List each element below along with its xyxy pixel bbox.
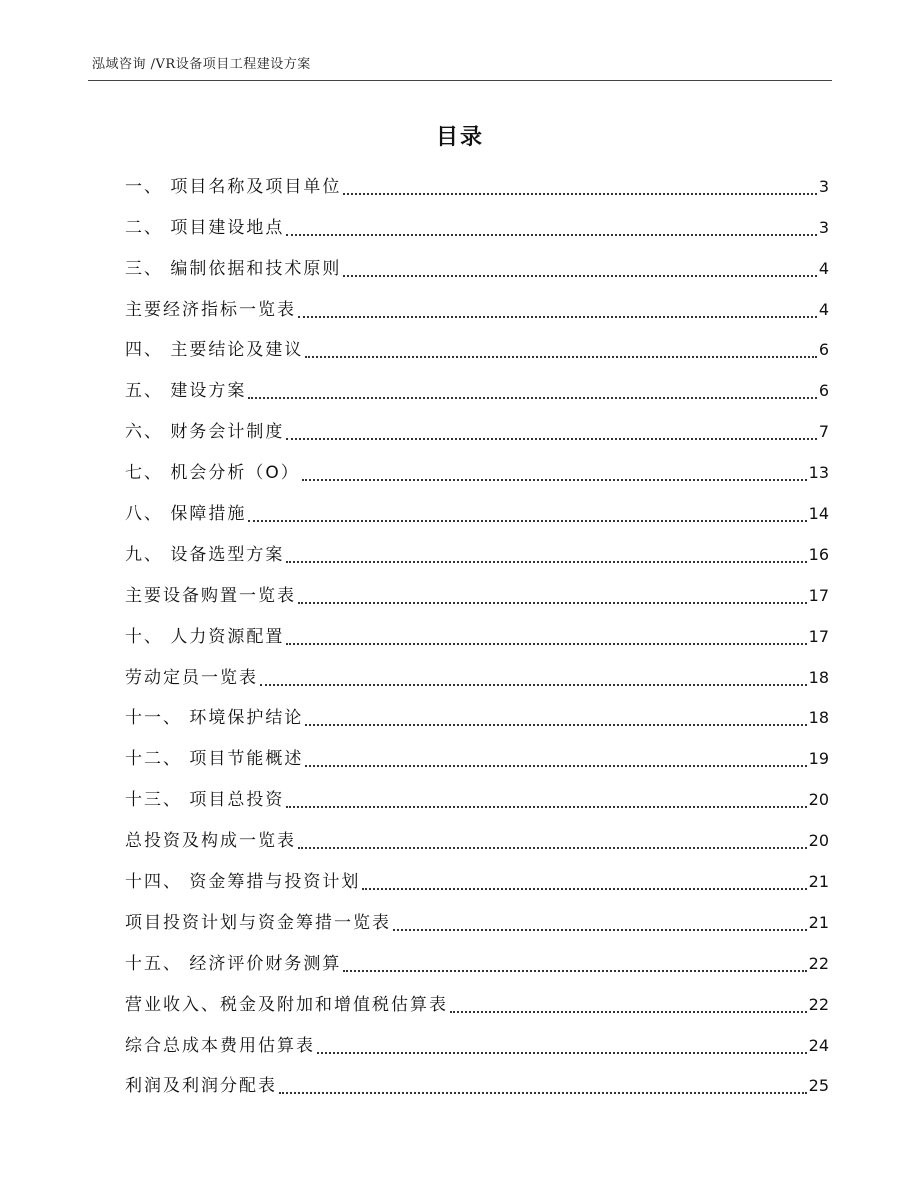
toc-leader-dots bbox=[286, 438, 816, 440]
toc-leader-dots bbox=[298, 316, 817, 318]
toc-entry-page: 3 bbox=[818, 217, 829, 237]
toc-leader-dots bbox=[317, 1052, 807, 1054]
toc-entry-page: 17 bbox=[808, 626, 829, 646]
toc-entry-label: 四、 主要结论及建议 bbox=[125, 340, 304, 361]
toc-leader-dots bbox=[286, 234, 816, 236]
toc-entry[interactable] bbox=[125, 493, 829, 534]
toc-entry-label: 十三、 项目总投资 bbox=[125, 790, 285, 811]
toc-leader-dots bbox=[362, 888, 806, 890]
toc-leader-dots bbox=[305, 765, 806, 767]
toc-entry-page: 17 bbox=[808, 585, 829, 605]
toc-entry-page: 4 bbox=[818, 299, 829, 319]
toc-entry-page: 18 bbox=[808, 708, 829, 728]
toc-entry-label: 十一、 环境保护结论 bbox=[125, 708, 304, 729]
toc-entry[interactable] bbox=[125, 452, 829, 493]
toc-entry[interactable] bbox=[125, 861, 829, 902]
toc-entry-page: 22 bbox=[808, 994, 829, 1014]
toc-entry-label: 十、 人力资源配置 bbox=[125, 626, 285, 647]
table-of-contents bbox=[125, 166, 829, 1106]
toc-entry[interactable] bbox=[125, 698, 829, 739]
toc-entry-page: 20 bbox=[808, 831, 829, 851]
toc-leader-dots bbox=[260, 684, 807, 686]
toc-entry-page: 16 bbox=[808, 544, 829, 564]
toc-entry[interactable] bbox=[125, 820, 829, 861]
toc-leader-dots bbox=[450, 1011, 807, 1013]
toc-entry-page: 6 bbox=[818, 381, 829, 401]
page-header: 泓域咨询 /VR设备项目工程建设方案 bbox=[92, 57, 311, 72]
toc-entry-label: 八、 保障措施 bbox=[125, 504, 247, 525]
toc-leader-dots bbox=[248, 397, 816, 399]
toc-entry-page: 13 bbox=[808, 463, 829, 483]
toc-entry-page: 6 bbox=[818, 340, 829, 360]
toc-entry[interactable] bbox=[125, 902, 829, 943]
toc-entry-label: 主要经济指标一览表 bbox=[125, 299, 296, 320]
toc-leader-dots bbox=[286, 561, 806, 563]
toc-entry[interactable] bbox=[125, 166, 829, 207]
toc-entry[interactable] bbox=[125, 616, 829, 657]
toc-leader-dots bbox=[305, 356, 816, 358]
toc-entry-page: 25 bbox=[808, 1076, 829, 1096]
toc-leader-dots bbox=[302, 479, 807, 481]
toc-leader-dots bbox=[305, 724, 806, 726]
toc-entry[interactable] bbox=[125, 657, 829, 698]
toc-leader-dots bbox=[343, 970, 806, 972]
toc-entry[interactable] bbox=[125, 248, 829, 289]
toc-entry[interactable] bbox=[125, 207, 829, 248]
toc-leader-dots bbox=[286, 806, 806, 808]
toc-entry-page: 22 bbox=[808, 953, 829, 973]
header-divider bbox=[88, 80, 832, 81]
toc-entry-page: 20 bbox=[808, 790, 829, 810]
toc-entry[interactable] bbox=[125, 411, 829, 452]
toc-entry-page: 19 bbox=[808, 749, 829, 769]
toc-entry[interactable] bbox=[125, 575, 829, 616]
toc-entry[interactable] bbox=[125, 1066, 829, 1107]
toc-entry-page: 21 bbox=[808, 872, 829, 892]
toc-entry[interactable] bbox=[125, 289, 829, 330]
toc-entry[interactable] bbox=[125, 330, 829, 371]
toc-entry-label: 十四、 资金筹措与投资计划 bbox=[125, 872, 361, 893]
toc-leader-dots bbox=[343, 193, 816, 195]
toc-leader-dots bbox=[248, 520, 806, 522]
toc-entry[interactable] bbox=[125, 370, 829, 411]
toc-entry-label: 九、 设备选型方案 bbox=[125, 544, 285, 565]
toc-entry[interactable] bbox=[125, 779, 829, 820]
toc-entry-label: 项目投资计划与资金筹措一览表 bbox=[125, 912, 391, 933]
toc-entry[interactable] bbox=[125, 738, 829, 779]
toc-entry-page: 18 bbox=[808, 667, 829, 687]
toc-leader-dots bbox=[343, 275, 816, 277]
toc-entry-label: 利润及利润分配表 bbox=[125, 1076, 277, 1097]
toc-entry-label: 营业收入、税金及附加和增值税估算表 bbox=[125, 994, 448, 1015]
toc-entry-label: 一、 项目名称及项目单位 bbox=[125, 176, 342, 197]
toc-entry-page: 4 bbox=[818, 258, 829, 278]
toc-entry-page: 14 bbox=[808, 504, 829, 524]
toc-entry[interactable] bbox=[125, 1025, 829, 1066]
toc-entry-label: 总投资及构成一览表 bbox=[125, 831, 296, 852]
toc-leader-dots bbox=[393, 929, 807, 931]
toc-entry-label: 二、 项目建设地点 bbox=[125, 217, 285, 238]
toc-entry[interactable] bbox=[125, 534, 829, 575]
toc-entry-label: 十二、 项目节能概述 bbox=[125, 749, 304, 770]
toc-leader-dots bbox=[286, 643, 806, 645]
toc-entry[interactable] bbox=[125, 943, 829, 984]
toc-entry[interactable] bbox=[125, 984, 829, 1025]
toc-entry-page: 24 bbox=[808, 1035, 829, 1055]
toc-entry-label: 五、 建设方案 bbox=[125, 381, 247, 402]
toc-title: 目录 bbox=[435, 125, 484, 150]
toc-entry-page: 21 bbox=[808, 912, 829, 932]
toc-entry-page: 7 bbox=[818, 422, 829, 442]
toc-entry-label: 七、 机会分析（O） bbox=[125, 463, 300, 484]
toc-entry-label: 十五、 经济评价财务测算 bbox=[125, 953, 342, 974]
toc-leader-dots bbox=[298, 602, 807, 604]
toc-entry-label: 六、 财务会计制度 bbox=[125, 422, 285, 443]
toc-entry-label: 综合总成本费用估算表 bbox=[125, 1035, 315, 1056]
toc-leader-dots bbox=[298, 847, 807, 849]
toc-entry-label: 主要设备购置一览表 bbox=[125, 585, 296, 606]
toc-entry-page: 3 bbox=[818, 176, 829, 196]
toc-entry-label: 三、 编制依据和技术原则 bbox=[125, 258, 342, 279]
toc-leader-dots bbox=[279, 1092, 807, 1094]
toc-entry-label: 劳动定员一览表 bbox=[125, 667, 258, 688]
